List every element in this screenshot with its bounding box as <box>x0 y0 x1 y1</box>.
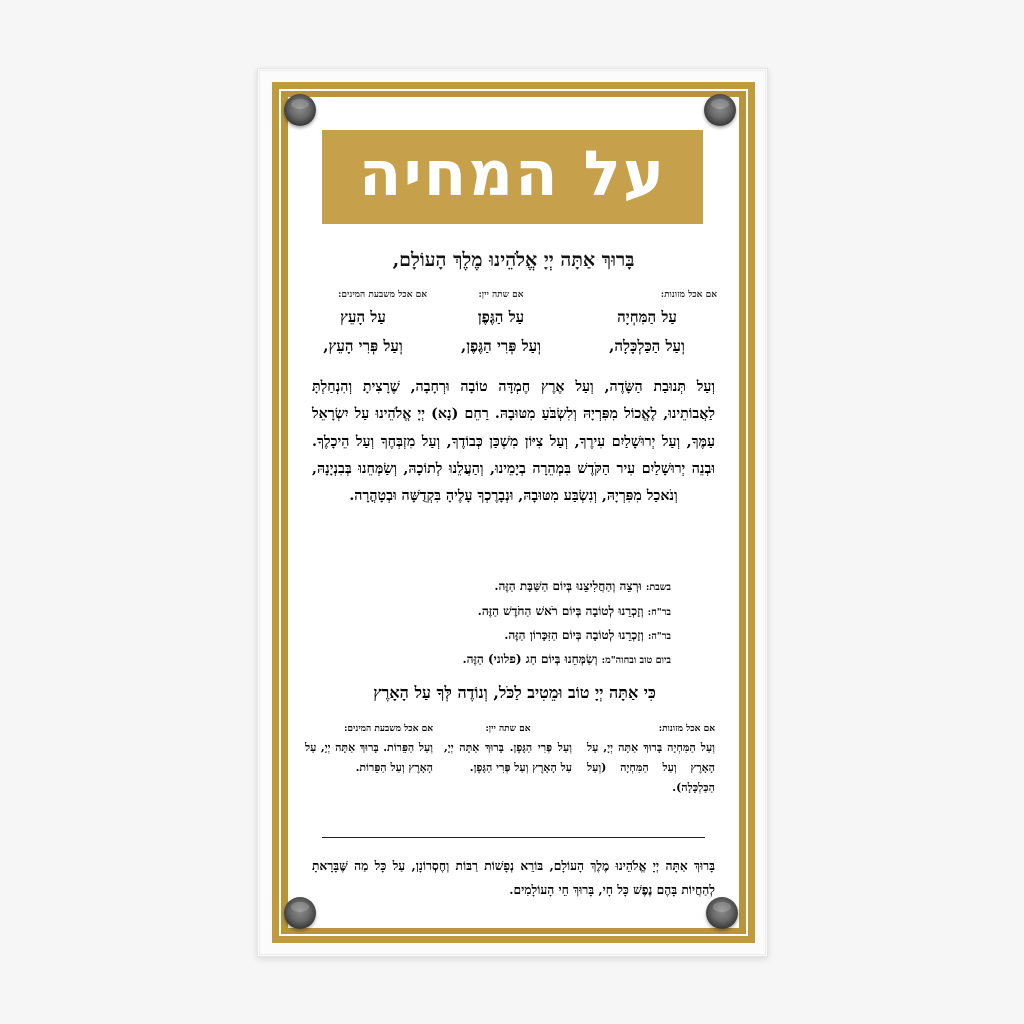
column-line-2: וְעַל פְּרִי הַגֶּפֶן, <box>460 337 542 355</box>
special-day-prefix: ביום טוב ובחוה"מ: <box>601 655 671 666</box>
column-label: אם שתה יין: <box>485 724 531 734</box>
column-text: וְעַל הַפֵּרוֹת. בָּרוּךְ אַתָּה יְיָ, עַל הָאָרֶץ וְעַל הַפֵּרוֹת. <box>305 741 433 774</box>
column-line-1: עַל הַגֶּפֶן <box>477 308 525 326</box>
standoff-bolt-icon <box>284 897 316 929</box>
column-line-2: וְעַל פְּרִי הָעֵץ, <box>323 337 403 355</box>
column-wine <box>431 289 571 356</box>
column-label: אם שתה יין: <box>478 290 524 300</box>
standoff-bolt-icon <box>706 897 738 929</box>
special-day-prefix: בר"ה: <box>647 631 671 642</box>
column-line-1: עַל הַמִּחְיָה <box>617 308 677 326</box>
special-day-text: וְשַׂמְּחֵנוּ בְּיוֹם חַג (פלוני) הַזֶּה. <box>462 652 598 666</box>
bottom-column-wine <box>444 723 572 778</box>
column-label: אם אכל מזונות: <box>658 724 715 734</box>
column-text: וְעַל פְּרִי הַגָּפֶן. בָּרוּךְ אַתָּה יְיָ, עַל הָאָרֶץ וְעַל פְּרִי הַגָּפֶן. <box>444 741 572 774</box>
column-label: אם אכל משבעת המינים: <box>338 290 427 300</box>
column-text: וְעַל הַמִּחְיָה בָּרוּךְ אַתָּה יְיָ, עַל הָאָרֶץ וְעַל הַמִּחְיָה (וְעַל הַכַּלְכָּלָה). <box>587 741 715 794</box>
column-label: אם אכל מזונות: <box>660 290 717 300</box>
page-title: על המחיה <box>358 137 667 210</box>
special-day-text: וְזָכְרֵנוּ לְטוֹבָה בְּיוֹם רֹאשׁ הַחֹדֶשׁ הַזֶּה. <box>477 604 644 618</box>
column-line-2: וְעַל הַכַּלְכָּלָה, <box>609 337 685 355</box>
standoff-bolt-icon <box>284 94 316 126</box>
opening-blessing: בָּרוּךְ אַתָּה יְיָ אֱלֹהֵינוּ מֶלֶךְ הָעוֹלָם, <box>392 249 635 271</box>
special-day-text: וּרְצֵה וְהַחֲלִיצֵנוּ בְּיוֹם הַשַּׁבָּת הַזֶּה. <box>494 579 642 593</box>
ki-ata-line: כִּי אַתָּה יְיָ טוֹב וּמֵטִיב לַכֹּל, וְנוֹדֶה לְּךָ עַל הָאָרֶץ <box>373 683 656 702</box>
special-day-prefix: בשבת: <box>645 582 671 593</box>
special-day-rosh-hashana <box>348 628 671 643</box>
special-day-rosh-chodesh <box>348 604 671 619</box>
main-paragraph: וְעַל תְּנוּבַת הַשָּׂדֶה, וְעַל אֶרֶץ חֶמְדָּה טוֹבָה וּרְחָבָה, שֶׁרָצִיתָ וְהִנְחַלְתָּ לַאֲבוֹתֵינוּ, לֶאֱכוֹל מִפִּרְיָהּ וְלִשְׂבֹּעַ מִטּוּבָהּ. רַחֵם (נָא) יְיָ אֱלֹהֵינוּ עַל יִשְׂרָאֵל עַמֶּךָ, וְעַל יְרוּשָׁלַיִם עִירֶךָ, וְעַל צִיּוֹן מִשְׁכַּן כְּבוֹדֶךָ, וְעַל מִזְבְּחֶךָ וְעַל הֵיכָלֶךָ. וּבְנֵה יְרוּשָׁלַיִם עִיר הַקֹּדֶשׁ בִּמְהֵרָה בְיָמֵינוּ, וְהַעֲלֵנוּ לְתוֹכָהּ, וְשַׂמְּחֵנוּ בְּבִנְיָנָהּ, וְנֹאכַל מִפִּרְיָהּ, וְנִשְׂבַּע מִטּוּבָהּ, וּנְבָרֶכְךָ עָלֶיהָ בִּקְדֻשָּׁה וּבְטָהֳרָה. <box>312 379 715 505</box>
column-line-1: עַל הָעֵץ <box>340 308 386 326</box>
special-day-text: וְזָכְרֵנוּ לְטוֹבָה בְּיוֹם הַזִּכָּרוֹן הַזֶּה. <box>504 628 644 642</box>
title-band <box>322 130 703 224</box>
column-label: אם אכל משבעת המינים: <box>344 724 433 734</box>
standoff-bolt-icon <box>704 94 736 126</box>
bottom-column-mezonot <box>587 723 715 798</box>
column-seven-species <box>299 289 427 356</box>
column-mezonot <box>577 289 717 356</box>
bottom-column-seven-species <box>305 723 433 778</box>
special-day-yom-tov <box>348 652 671 667</box>
special-day-prefix: בר"ח: <box>647 607 671 618</box>
separator-line <box>322 837 705 838</box>
closing-paragraph: בָּרוּךְ אַתָּה יְיָ אֱלֹהֵינוּ מֶלֶךְ הָעוֹלָם, בּוֹרֵא נְפָשׁוֹת רַבּוֹת וְחֶסְרוֹנָן, עַל כָּל מַה שֶּׁבָּרָאתָ לְהַחֲיוֹת בָּהֶם נֶפֶשׁ כָּל חָי, בָּרוּךְ חֵי הָעוֹלָמִים. <box>312 859 715 897</box>
special-day-shabbat <box>348 579 671 594</box>
blessing-card <box>288 97 739 928</box>
